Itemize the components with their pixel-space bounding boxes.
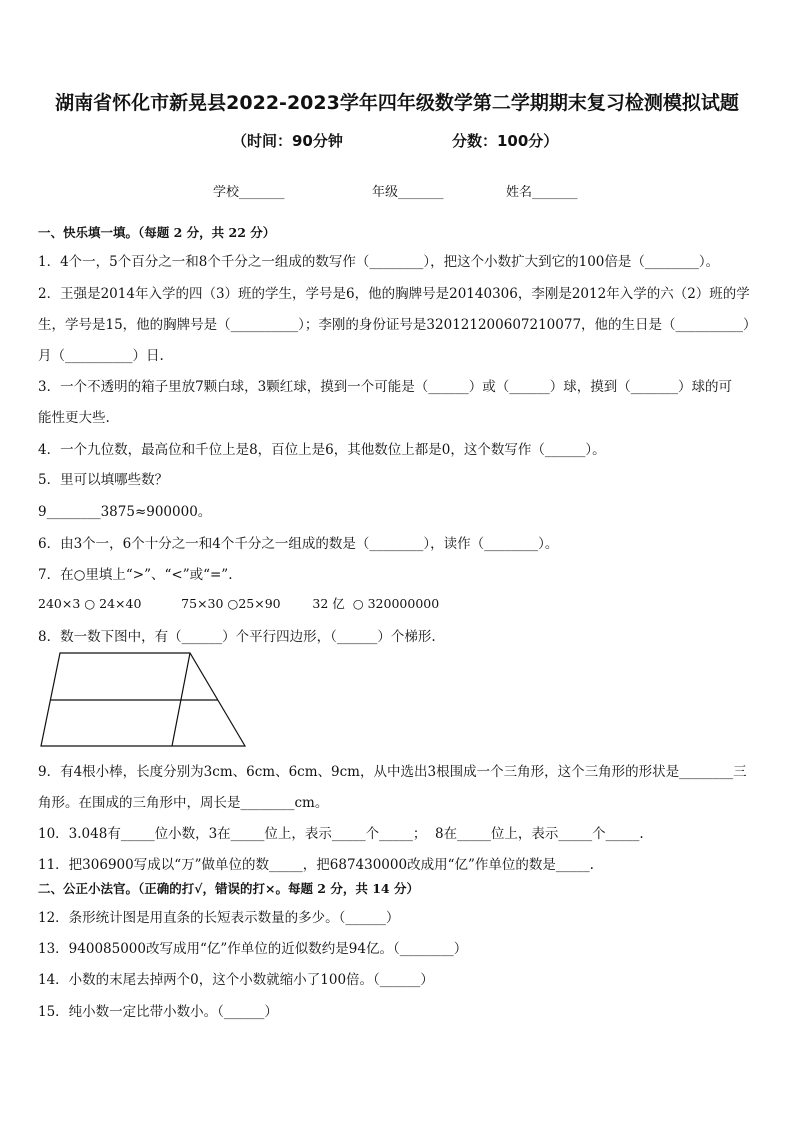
question-line: 12．条形统计图是用直条的长短表示数量的多少。（______） bbox=[38, 910, 400, 926]
question-line: 14．小数的末尾去掉两个0，这个小数就缩小了100倍。（______） bbox=[38, 972, 434, 988]
question-line: 角形。在围成的三角形中，周长是________cm。 bbox=[38, 795, 329, 811]
question-line: 2．王强是2014年入学的四（3）班的学生，学号是6，他的胸牌号是20140306，李刚是2012年入学的六（2）班的学 bbox=[38, 286, 750, 302]
question-line: 8．数一数下图中，有（______）个平行四边形，（______）个梯形. bbox=[38, 629, 436, 645]
question-line: 7．在○里填上“>”、“<”或“=”. bbox=[38, 567, 233, 583]
section-heading-2: 二、公正小法官。（正确的打√，错误的打×。每题 2 分，共 14 分） bbox=[38, 881, 419, 896]
question-line: 生，学号是15，他的胸牌号是（__________）；李刚的身份证号是320121200607210077，他的生日是（__________） bbox=[38, 317, 757, 333]
question-line: 10．3.048有_____位小数，3在_____位上，表示_____个_____； 8在_____位上，表示_____个_____. bbox=[38, 826, 644, 842]
question-line: 4．一个九位数，最高位和千位上是8，百位上是6，其他数位上都是0，这个数写作（______）。 bbox=[38, 442, 606, 458]
question-line: 240×3 ○ 24×40 75×30 ○25×90 32 亿 ○ 320000000 bbox=[38, 596, 440, 611]
question-line: 15．纯小数一定比带小数小。（______） bbox=[38, 1004, 278, 1020]
trapezoid-figure bbox=[38, 650, 248, 750]
school-field: 学校_______ bbox=[213, 185, 285, 200]
question-line: 5．里可以填哪些数？ bbox=[38, 472, 169, 488]
question-line: 3．一个不透明的箱子里放7颗白球，3颗红球，摸到一个可能是（______）或（______）球，摸到（_______）球的可 bbox=[38, 379, 733, 395]
question-line: 6．由3个一，6个十分之一和4个千分之一组成的数是（________），读作（________）。 bbox=[38, 536, 559, 552]
question-line: 1．4个一，5个百分之一和8个千分之一组成的数写作（________），把这个小数扩大到它的100倍是（________）。 bbox=[38, 254, 720, 270]
question-line: 9________3875≈900000。 bbox=[38, 504, 212, 520]
exam-time: （时间：90分钟 bbox=[232, 132, 343, 150]
grade-field: 年级_______ bbox=[372, 185, 444, 200]
question-line: 月（__________）日. bbox=[38, 348, 164, 364]
question-line: 11．把306900写成以“万”做单位的数_____，把687430000改成用“亿”作单位的数是_____. bbox=[38, 857, 594, 873]
exam-score: 分数：100分） bbox=[452, 132, 559, 150]
page-title: 湖南省怀化市新晃县2022-2023学年四年级数学第二学期期末复习检测模拟试题 bbox=[55, 92, 739, 114]
section-heading-1: 一、快乐填一填。（每题 2 分，共 22 分） bbox=[38, 225, 276, 240]
question-line: 9．有4根小棒，长度分别为3cm、6cm、6cm、9cm，从中选出3根围成一个三角形，这个三角形的形状是________三 bbox=[38, 764, 747, 780]
question-line: 能性更大些. bbox=[38, 410, 110, 426]
name-field: 姓名_______ bbox=[506, 185, 578, 200]
question-line: 13．940085000改写成用“亿”作单位的近似数约是94亿。（________） bbox=[38, 941, 468, 957]
